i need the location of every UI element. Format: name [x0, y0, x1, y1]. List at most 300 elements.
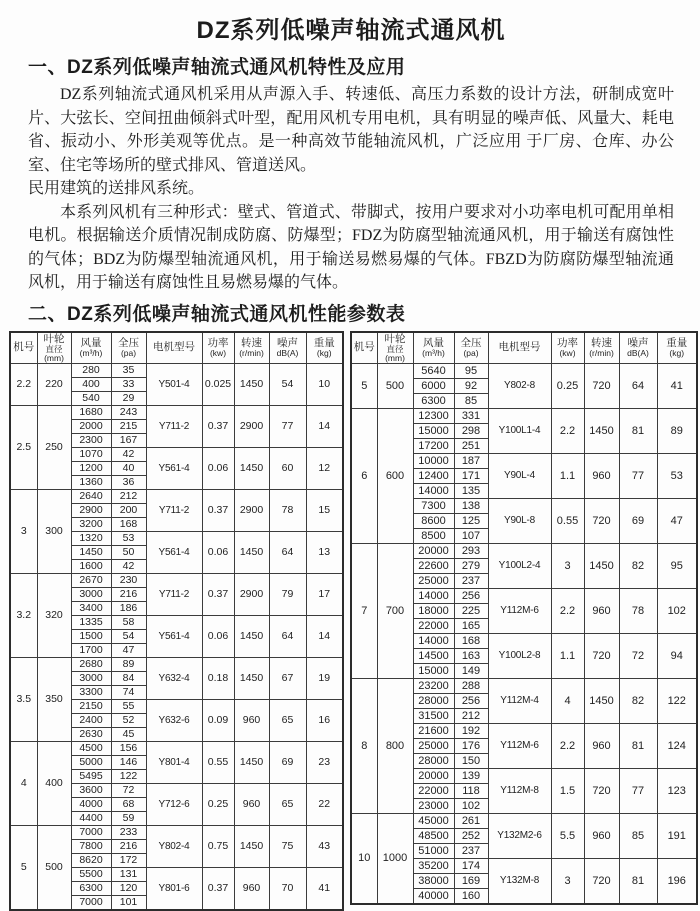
- performance-table-right: [350, 331, 698, 905]
- cell-total-pressure: 252: [454, 828, 488, 843]
- cell-total-pressure: 74: [111, 685, 146, 699]
- column-header-impeller-diameter: [37, 332, 71, 364]
- section1-paragraph-1: DZ系列轴流式通风机采用从声源入手、转速低、高压力系数的设计方法，研制成宽叶片、大弦长、空间扭曲倾斜式叶型，配用风机专用电机，具有明显的噪声低、风量大、耗电省、振动小、外形美观等优点。是一种高效节能轴流风机，广泛应用 于厂房、仓库、办公室、住宅等场所的壁式排风、管道送风。: [28, 86, 674, 174]
- cell-noise: 64: [269, 531, 306, 573]
- cell-power: 0.025: [202, 363, 234, 405]
- cell-air-volume: 3000: [71, 671, 111, 685]
- cell-total-pressure: 230: [111, 573, 146, 587]
- cell-air-volume: 45000: [413, 813, 454, 828]
- cell-motor-model: Y711-2: [146, 489, 202, 531]
- section1-paragraph-2: 民用建筑的送排风系统。: [28, 180, 205, 197]
- header-row: [351, 332, 697, 364]
- cell-air-volume: 1360: [71, 475, 111, 489]
- cell-air-volume: 38000: [413, 873, 454, 888]
- column-header-total-pressure: [454, 332, 488, 364]
- cell-total-pressure: 212: [454, 708, 488, 723]
- cell-total-pressure: 131: [111, 867, 146, 881]
- cell-air-volume: 400: [71, 377, 111, 391]
- cell-impeller-diameter: 500: [37, 825, 71, 910]
- cell-motor-model: Y632-6: [146, 699, 202, 741]
- cell-total-pressure: 172: [111, 853, 146, 867]
- cell-motor-model: Y132M-8: [488, 858, 551, 904]
- cell-impeller-diameter: 220: [37, 363, 71, 405]
- cell-fan-no: 5: [10, 825, 37, 910]
- cell-air-volume: 15000: [413, 663, 454, 678]
- column-header-weight: [657, 332, 697, 364]
- cell-air-volume: 3600: [71, 783, 111, 797]
- cell-total-pressure: 256: [454, 693, 488, 708]
- cell-weight: 191: [657, 813, 697, 858]
- cell-total-pressure: 261: [454, 813, 488, 828]
- cell-weight: 122: [657, 678, 697, 723]
- cell-air-volume: 5000: [71, 755, 111, 769]
- cell-total-pressure: 225: [454, 603, 488, 618]
- cell-speed: 2900: [234, 489, 269, 531]
- cell-noise: 85: [619, 813, 657, 858]
- table-row: [351, 408, 697, 423]
- column-header-speed: [234, 332, 269, 364]
- cell-total-pressure: 135: [454, 483, 488, 498]
- cell-total-pressure: 101: [111, 895, 146, 910]
- cell-total-pressure: 52: [111, 713, 146, 727]
- cell-total-pressure: 171: [454, 468, 488, 483]
- cell-air-volume: 2900: [71, 503, 111, 517]
- cell-power: 0.06: [202, 615, 234, 657]
- cell-total-pressure: 169: [454, 873, 488, 888]
- cell-air-volume: 1070: [71, 447, 111, 461]
- cell-air-volume: 6000: [413, 378, 454, 393]
- header-unit: (mm): [385, 352, 405, 363]
- column-header-power: [202, 332, 234, 364]
- cell-speed: 960: [584, 813, 619, 858]
- cell-air-volume: 10000: [413, 453, 454, 468]
- cell-air-volume: 3000: [71, 587, 111, 601]
- cell-total-pressure: 53: [111, 531, 146, 545]
- cell-weight: 22: [306, 783, 343, 825]
- cell-motor-model: Y802-4: [146, 825, 202, 867]
- cell-weight: 15: [306, 489, 343, 531]
- cell-total-pressure: 150: [454, 753, 488, 768]
- cell-speed: 2900: [234, 405, 269, 447]
- cell-weight: 53: [657, 453, 697, 498]
- cell-power: 0.37: [202, 405, 234, 447]
- cell-noise: 81: [619, 408, 657, 453]
- cell-speed: 1450: [234, 363, 269, 405]
- cell-noise: 54: [269, 363, 306, 405]
- cell-total-pressure: 118: [454, 783, 488, 798]
- cell-noise: 77: [619, 768, 657, 813]
- section1-heading: 一、DZ系列低噪声轴流式通风机特性及应用: [28, 57, 406, 78]
- cell-total-pressure: 139: [454, 768, 488, 783]
- cell-total-pressure: 120: [111, 881, 146, 895]
- cell-speed: 1450: [584, 543, 619, 588]
- cell-total-pressure: 122: [111, 769, 146, 783]
- cell-weight: 94: [657, 633, 697, 678]
- cell-air-volume: 40000: [413, 888, 454, 904]
- header-label: 风量: [80, 336, 102, 349]
- cell-noise: 82: [619, 678, 657, 723]
- cell-total-pressure: 251: [454, 438, 488, 453]
- cell-total-pressure: 212: [111, 489, 146, 503]
- cell-air-volume: 20000: [413, 543, 454, 558]
- header-unit: (kg): [316, 348, 332, 359]
- header-unit: 直径: [45, 343, 63, 354]
- cell-total-pressure: 243: [111, 405, 146, 419]
- cell-power: 2.2: [551, 408, 584, 453]
- header-unit: (kg): [669, 348, 685, 359]
- cell-air-volume: 14000: [413, 588, 454, 603]
- cell-speed: 1450: [584, 678, 619, 723]
- cell-power: 3: [551, 858, 584, 904]
- header-label: 转速: [241, 336, 262, 349]
- cell-air-volume: 48500: [413, 828, 454, 843]
- header-label: 重量: [666, 336, 688, 349]
- performance-table-left: [9, 331, 344, 911]
- cell-air-volume: 28000: [413, 693, 454, 708]
- cell-motor-model: Y801-4: [146, 741, 202, 783]
- cell-impeller-diameter: 500: [377, 363, 413, 408]
- table-row: [10, 573, 343, 587]
- cell-air-volume: 8500: [413, 528, 454, 543]
- cell-weight: 95: [657, 543, 697, 588]
- cell-air-volume: 1600: [71, 559, 111, 573]
- cell-power: 0.55: [202, 741, 234, 783]
- cell-air-volume: 540: [71, 391, 111, 405]
- cell-air-volume: 7800: [71, 839, 111, 853]
- cell-power: 0.37: [202, 573, 234, 615]
- cell-total-pressure: 138: [454, 498, 488, 513]
- cell-air-volume: 25000: [413, 738, 454, 753]
- cell-noise: 69: [619, 498, 657, 543]
- cell-weight: 10: [306, 363, 343, 405]
- cell-power: 0.09: [202, 699, 234, 741]
- cell-motor-model: Y561-4: [146, 447, 202, 489]
- cell-speed: 1450: [584, 408, 619, 453]
- cell-total-pressure: 45: [111, 727, 146, 741]
- cell-power: 3: [551, 543, 584, 588]
- cell-air-volume: 2150: [71, 699, 111, 713]
- header-label: 电机型号: [498, 341, 541, 354]
- cell-speed: 960: [584, 453, 619, 498]
- cell-air-volume: 2300: [71, 433, 111, 447]
- cell-air-volume: 2670: [71, 573, 111, 587]
- cell-total-pressure: 331: [454, 408, 488, 423]
- table-row: [10, 363, 343, 377]
- cell-total-pressure: 42: [111, 559, 146, 573]
- cell-weight: 41: [306, 867, 343, 910]
- cell-impeller-diameter: 300: [37, 489, 71, 573]
- header-label: 功率: [207, 336, 229, 349]
- cell-motor-model: Y711-2: [146, 573, 202, 615]
- cell-air-volume: 14500: [413, 648, 454, 663]
- header-unit: (r/min): [589, 348, 614, 359]
- cell-total-pressure: 50: [111, 545, 146, 559]
- cell-total-pressure: 279: [454, 558, 488, 573]
- cell-total-pressure: 216: [111, 839, 146, 853]
- cell-impeller-diameter: 600: [377, 408, 413, 543]
- header-unit: (pa): [120, 348, 137, 359]
- cell-total-pressure: 288: [454, 678, 488, 693]
- cell-noise: 64: [619, 363, 657, 408]
- cell-noise: 70: [269, 867, 306, 910]
- cell-weight: 19: [306, 657, 343, 699]
- cell-total-pressure: 149: [454, 663, 488, 678]
- cell-total-pressure: 233: [111, 825, 146, 839]
- header-unit: (mm): [44, 352, 64, 363]
- cell-motor-model: Y501-4: [146, 363, 202, 405]
- cell-power: 2.2: [551, 588, 584, 633]
- cell-air-volume: 4400: [71, 811, 111, 825]
- cell-air-volume: 2640: [71, 489, 111, 503]
- cell-speed: 720: [584, 498, 619, 543]
- cell-total-pressure: 85: [454, 393, 488, 408]
- cell-power: 2.2: [551, 723, 584, 768]
- table-row: [351, 813, 697, 828]
- cell-motor-model: Y90L-4: [488, 453, 551, 498]
- cell-fan-no: 8: [351, 678, 377, 813]
- cell-total-pressure: 59: [111, 811, 146, 825]
- cell-total-pressure: 187: [454, 453, 488, 468]
- cell-air-volume: 5500: [71, 867, 111, 881]
- cell-total-pressure: 176: [454, 738, 488, 753]
- cell-speed: 1450: [234, 531, 269, 573]
- cell-total-pressure: 163: [454, 648, 488, 663]
- cell-total-pressure: 42: [111, 447, 146, 461]
- cell-weight: 12: [306, 447, 343, 489]
- cell-speed: 720: [584, 858, 619, 904]
- cell-fan-no: 3: [10, 489, 37, 573]
- cell-air-volume: 22600: [413, 558, 454, 573]
- cell-total-pressure: 168: [454, 633, 488, 648]
- cell-total-pressure: 95: [454, 363, 488, 378]
- table-row: [10, 741, 343, 755]
- cell-total-pressure: 167: [111, 433, 146, 447]
- cell-total-pressure: 293: [454, 543, 488, 558]
- cell-air-volume: 7000: [71, 895, 111, 910]
- cell-power: 1.5: [551, 768, 584, 813]
- cell-total-pressure: 146: [111, 755, 146, 769]
- cell-noise: 75: [269, 825, 306, 867]
- cell-air-volume: 1335: [71, 615, 111, 629]
- cell-air-volume: 1320: [71, 531, 111, 545]
- section1-paragraph-3: 本系列风机有三种形式：壁式、管道式、带脚式，按用户要求对小功率电机可配用单相电机。根据输送介质情况制成防腐、防爆型；FDZ为防腐型轴流通风机，用于输送有腐蚀性的气体；BDZ为防爆型轴流通风机，用于输送易燃易爆的气体。FBZD为防腐防爆型轴流通风机，用于输送有腐蚀性且易燃易爆的气体。: [28, 203, 674, 291]
- header-unit: 直径: [386, 343, 404, 354]
- header-label: 噪声: [277, 336, 298, 349]
- cell-motor-model: Y561-4: [146, 531, 202, 573]
- cell-noise: 65: [269, 783, 306, 825]
- column-header-impeller-diameter: [377, 332, 413, 364]
- cell-noise: 82: [619, 543, 657, 588]
- cell-total-pressure: 156: [111, 741, 146, 755]
- cell-air-volume: 3400: [71, 601, 111, 615]
- cell-noise: 64: [269, 615, 306, 657]
- cell-motor-model: Y132M2-6: [488, 813, 551, 858]
- table-row: [10, 825, 343, 839]
- cell-air-volume: 7000: [71, 825, 111, 839]
- cell-noise: 78: [619, 588, 657, 633]
- cell-total-pressure: 200: [111, 503, 146, 517]
- cell-air-volume: 2680: [71, 657, 111, 671]
- cell-weight: 123: [657, 768, 697, 813]
- cell-total-pressure: 298: [454, 423, 488, 438]
- cell-weight: 89: [657, 408, 697, 453]
- cell-air-volume: 12400: [413, 468, 454, 483]
- cell-motor-model: Y100L1-4: [488, 408, 551, 453]
- cell-total-pressure: 160: [454, 888, 488, 904]
- cell-speed: 1450: [234, 447, 269, 489]
- table-row: [10, 657, 343, 671]
- cell-total-pressure: 29: [111, 391, 146, 405]
- cell-weight: 14: [306, 405, 343, 447]
- column-header-noise: [269, 332, 306, 364]
- cell-total-pressure: 92: [454, 378, 488, 393]
- cell-weight: 196: [657, 858, 697, 904]
- cell-air-volume: 28000: [413, 753, 454, 768]
- column-header-total-pressure: [111, 332, 146, 364]
- table-row: [351, 543, 697, 558]
- cell-motor-model: Y100L2-8: [488, 633, 551, 678]
- header-label: 噪声: [627, 336, 649, 349]
- cell-air-volume: 15000: [413, 423, 454, 438]
- column-header-motor-model: [488, 332, 551, 364]
- cell-air-volume: 2000: [71, 419, 111, 433]
- cell-total-pressure: 58: [111, 615, 146, 629]
- cell-fan-no: 10: [351, 813, 377, 904]
- cell-total-pressure: 35: [111, 363, 146, 377]
- cell-motor-model: Y802-8: [488, 363, 551, 408]
- cell-total-pressure: 47: [111, 643, 146, 657]
- header-label: 叶轮: [384, 332, 406, 345]
- column-header-fan-no: [10, 332, 37, 364]
- cell-total-pressure: 89: [111, 657, 146, 671]
- cell-fan-no: 4: [10, 741, 37, 825]
- cell-air-volume: 6300: [413, 393, 454, 408]
- cell-speed: 960: [584, 588, 619, 633]
- column-header-noise: [619, 332, 657, 364]
- cell-weight: 23: [306, 741, 343, 783]
- cell-power: 0.75: [202, 825, 234, 867]
- header-unit: (m³/h): [79, 348, 103, 359]
- cell-weight: 124: [657, 723, 697, 768]
- cell-weight: 47: [657, 498, 697, 543]
- cell-air-volume: 17200: [413, 438, 454, 453]
- page-title: DZ系列低噪声轴流式通风机: [196, 17, 506, 44]
- cell-fan-no: 2.2: [10, 363, 37, 405]
- cell-total-pressure: 168: [111, 517, 146, 531]
- cell-air-volume: 51000: [413, 843, 454, 858]
- cell-weight: 102: [657, 588, 697, 633]
- column-header-power: [551, 332, 584, 364]
- cell-weight: 13: [306, 531, 343, 573]
- cell-fan-no: 5: [351, 363, 377, 408]
- cell-air-volume: 22000: [413, 783, 454, 798]
- table-row: [10, 405, 343, 419]
- cell-speed: 960: [234, 867, 269, 910]
- cell-motor-model: Y112M-4: [488, 678, 551, 723]
- header-label: 转速: [591, 336, 612, 349]
- cell-total-pressure: 54: [111, 629, 146, 643]
- cell-total-pressure: 40: [111, 461, 146, 475]
- section2-heading: 二、DZ系列低噪声轴流式通风机性能参数表: [28, 303, 406, 325]
- cell-speed: 1450: [234, 741, 269, 783]
- cell-motor-model: Y100L2-4: [488, 543, 551, 588]
- table-row: [10, 489, 343, 503]
- cell-air-volume: 4000: [71, 797, 111, 811]
- header-unit: (kw): [209, 348, 227, 359]
- cell-air-volume: 5495: [71, 769, 111, 783]
- cell-power: 0.25: [551, 363, 584, 408]
- header-unit: (pa): [463, 348, 479, 359]
- header-unit: (kw): [559, 348, 576, 359]
- cell-air-volume: 23000: [413, 798, 454, 813]
- cell-noise: 79: [269, 573, 306, 615]
- cell-air-volume: 5640: [413, 363, 454, 378]
- cell-motor-model: Y711-2: [146, 405, 202, 447]
- header-label: 风量: [423, 336, 444, 349]
- cell-air-volume: 280: [71, 363, 111, 377]
- cell-noise: 65: [269, 699, 306, 741]
- cell-total-pressure: 36: [111, 475, 146, 489]
- cell-noise: 60: [269, 447, 306, 489]
- cell-power: 0.55: [551, 498, 584, 543]
- cell-air-volume: 1500: [71, 629, 111, 643]
- cell-power: 1.1: [551, 633, 584, 678]
- cell-fan-no: 3.5: [10, 657, 37, 741]
- cell-total-pressure: 174: [454, 858, 488, 873]
- cell-weight: 16: [306, 699, 343, 741]
- cell-fan-no: 6: [351, 408, 377, 543]
- cell-motor-model: Y112M-6: [488, 588, 551, 633]
- cell-impeller-diameter: 800: [377, 678, 413, 813]
- cell-fan-no: 3.2: [10, 573, 37, 657]
- cell-weight: 17: [306, 573, 343, 615]
- cell-total-pressure: 125: [454, 513, 488, 528]
- cell-speed: 720: [584, 633, 619, 678]
- cell-total-pressure: 107: [454, 528, 488, 543]
- header-unit: dB(A): [627, 348, 649, 359]
- cell-total-pressure: 215: [111, 419, 146, 433]
- column-header-fan-no: [351, 332, 377, 364]
- cell-power: 0.37: [202, 867, 234, 910]
- column-header-air-volume: [413, 332, 454, 364]
- cell-air-volume: 3200: [71, 517, 111, 531]
- cell-air-volume: 14000: [413, 483, 454, 498]
- column-header-speed: [584, 332, 619, 364]
- column-header-weight: [306, 332, 343, 364]
- cell-air-volume: 14000: [413, 633, 454, 648]
- cell-impeller-diameter: 320: [37, 573, 71, 657]
- cell-air-volume: 8600: [413, 513, 454, 528]
- header-row: [10, 332, 343, 364]
- header-label: 叶轮: [43, 332, 65, 345]
- cell-total-pressure: 72: [111, 783, 146, 797]
- cell-air-volume: 23200: [413, 678, 454, 693]
- cell-air-volume: 1700: [71, 643, 111, 657]
- header-label: 机号: [13, 341, 35, 354]
- cell-impeller-diameter: 1000: [377, 813, 413, 904]
- cell-power: 0.06: [202, 447, 234, 489]
- column-header-motor-model: [146, 332, 202, 364]
- cell-speed: 1450: [234, 657, 269, 699]
- header-label: 功率: [557, 336, 578, 349]
- cell-air-volume: 6300: [71, 881, 111, 895]
- cell-air-volume: 7300: [413, 498, 454, 513]
- cell-speed: 960: [584, 723, 619, 768]
- column-header-air-volume: [71, 332, 111, 364]
- cell-noise: 77: [619, 453, 657, 498]
- cell-noise: 72: [619, 633, 657, 678]
- cell-total-pressure: 186: [111, 601, 146, 615]
